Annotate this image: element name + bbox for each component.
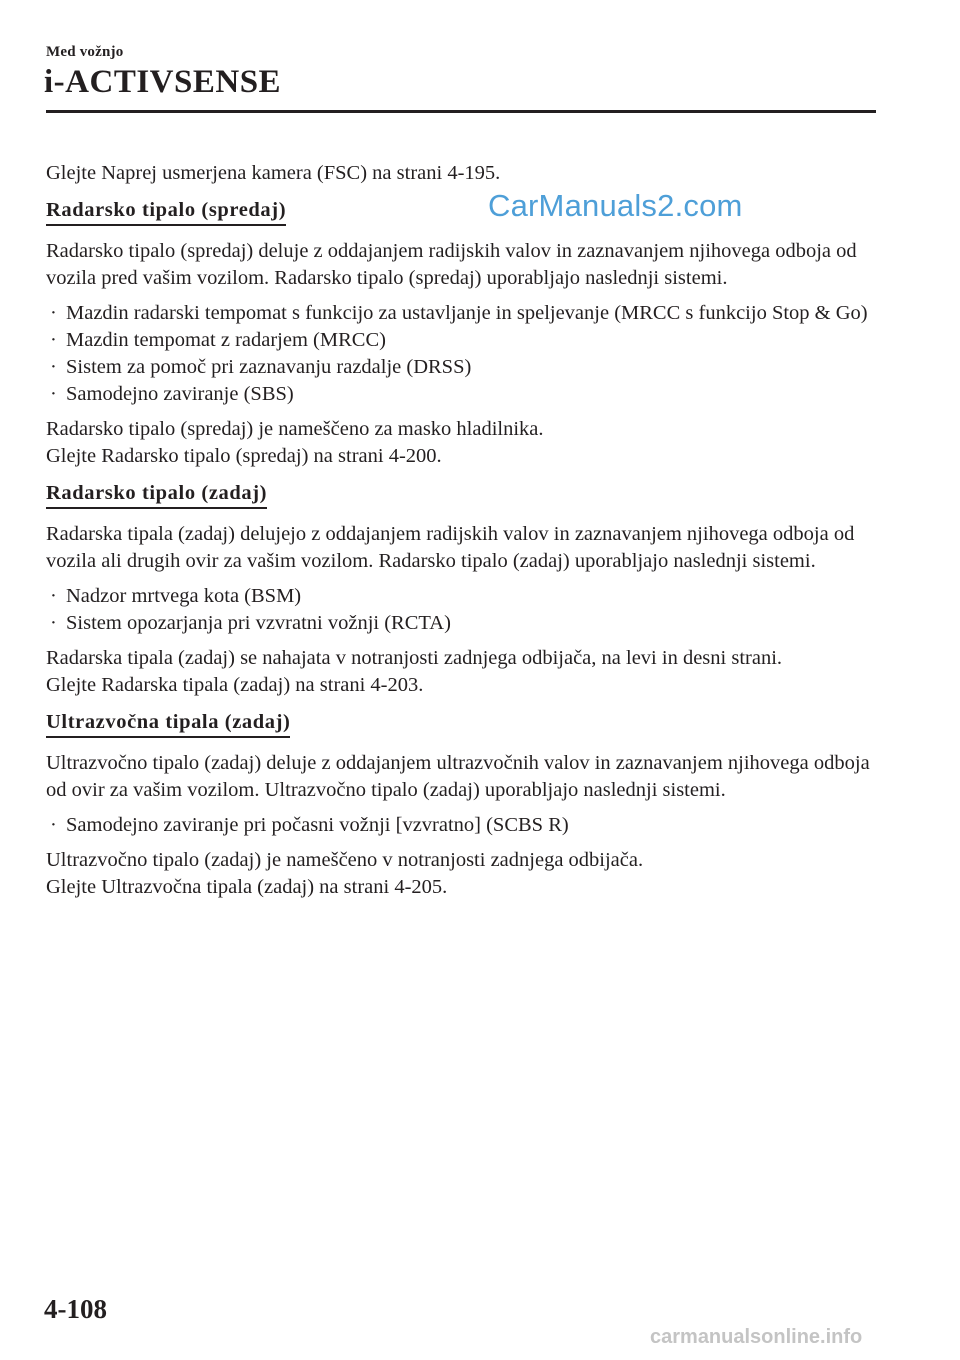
- section-body: Ultrazvočno tipalo (zadaj) deluje z oddajanjem ultrazvočnih valov in zaznavanjem njihovega odboja od ovir za vašim vozilom. Ultrazvočno tipalo (zadaj) uporabljajo naslednji sistemi.: [46, 752, 870, 801]
- reference-note: Glejte Ultrazvočna tipala (zadaj) na strani 4-205.: [46, 876, 448, 898]
- bullet-list: [46, 300, 886, 408]
- footer-watermark: carmanualsonline.info: [650, 1326, 863, 1348]
- reference-note: Glejte Radarska tipala (zadaj) na strani 4-203.: [46, 674, 424, 696]
- reference-note: Glejte Radarsko tipalo (spredaj) na strani 4-200.: [46, 445, 442, 467]
- bullet-dot-icon: ·: [50, 383, 57, 405]
- list-item: · Sistem opozarjanja pri vzvratni vožnji (RCTA): [46, 610, 886, 637]
- page-content: [46, 160, 886, 909]
- bullet-dot-icon: ·: [50, 612, 57, 634]
- breadcrumb: Med vožnjo: [46, 44, 124, 60]
- section-title: i-ACTIVSENSE: [44, 64, 282, 100]
- list-item: · Nadzor mrtvega kota (BSM): [46, 583, 886, 610]
- subheading-ultrasonic: Ultrazvočna tipala (zadaj): [46, 709, 290, 738]
- bullet-list: [46, 812, 886, 839]
- bullet-dot-icon: ·: [50, 329, 57, 351]
- subheading-front-radar: Radarsko tipalo (spredaj): [46, 197, 286, 226]
- section-rear-radar: [46, 478, 886, 699]
- watermark-logo: CarManuals2.com: [488, 188, 743, 223]
- page-number: 4-108: [44, 1294, 107, 1324]
- bullet-dot-icon: ·: [50, 302, 57, 324]
- section-body: Radarska tipala (zadaj) delujejo z oddajanjem radijskih valov in zaznavanjem njihovega odboja od vozila ali drugih ovir za vašim vozilom. Radarsko tipalo (zadaj) uporabljajo naslednji sistemi.: [46, 523, 855, 572]
- list-item: · Mazdin radarski tempomat s funkcijo za ustavljanje in speljevanje (MRCC s funkcijo Stop & Go): [46, 300, 886, 327]
- location-note: Radarsko tipalo (spredaj) je nameščeno za masko hladilnika.: [46, 418, 544, 440]
- list-item: · Samodejno zaviranje pri počasni vožnji [vzvratno] (SCBS R): [46, 812, 886, 839]
- bullet-dot-icon: ·: [50, 585, 57, 607]
- section-front-radar: [46, 195, 886, 470]
- list-item: · Mazdin tempomat z radarjem (MRCC): [46, 327, 886, 354]
- section-body: Radarsko tipalo (spredaj) deluje z oddajanjem radijskih valov in zaznavanjem njihovega odboja od vozila pred vašim vozilom. Radarsko tipalo (spredaj) uporabljajo naslednji sistemi.: [46, 240, 857, 289]
- list-item: · Samodejno zaviranje (SBS): [46, 381, 886, 408]
- location-note: Radarska tipala (zadaj) se nahajata v notranjosti zadnjega odbijača, na levi in desni strani.: [46, 647, 783, 669]
- list-item: · Sistem za pomoč pri zaznavanju razdalje (DRSS): [46, 354, 886, 381]
- subheading-rear-radar: Radarsko tipalo (zadaj): [46, 480, 267, 509]
- bullet-dot-icon: ·: [50, 356, 57, 378]
- header-divider: [46, 110, 876, 113]
- section-ultrasonic: [46, 707, 886, 901]
- bullet-dot-icon: ·: [50, 814, 57, 836]
- intro-paragraph: Glejte Naprej usmerjena kamera (FSC) na strani 4-195.: [46, 162, 501, 184]
- location-note: Ultrazvočno tipalo (zadaj) je nameščeno v notranjosti zadnjega odbijača.: [46, 849, 644, 871]
- bullet-list: [46, 583, 886, 637]
